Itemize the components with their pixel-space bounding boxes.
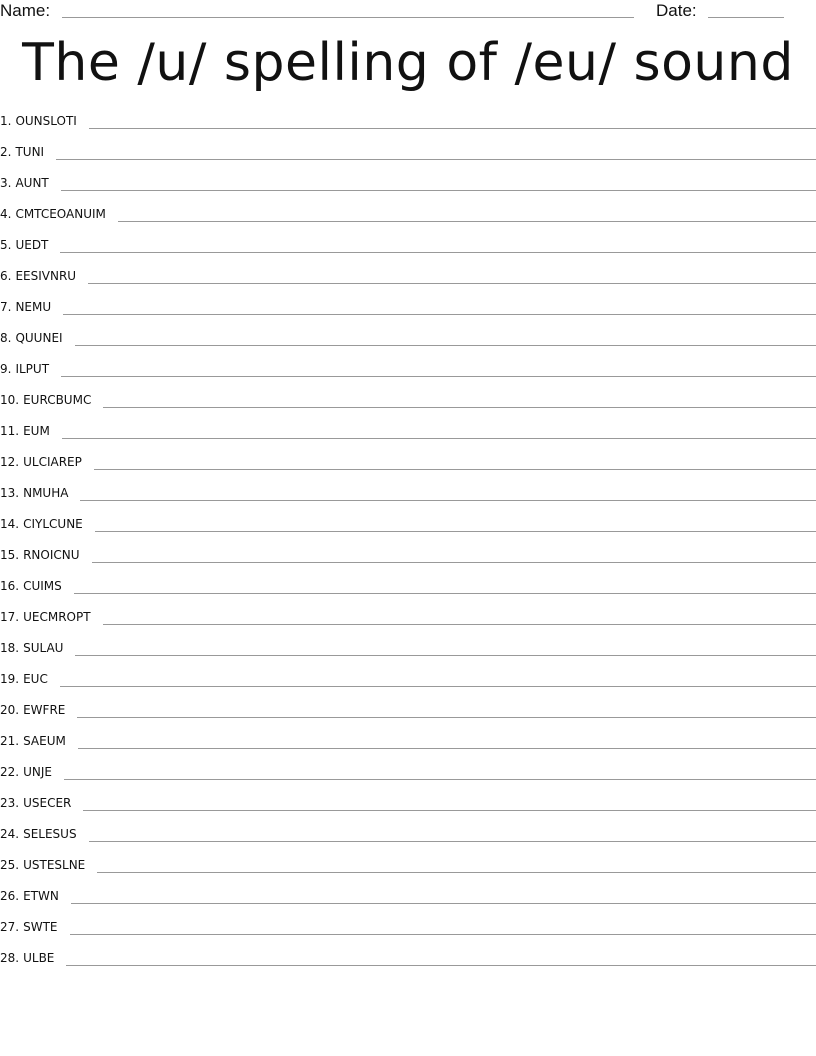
answer-line[interactable] — [61, 354, 816, 377]
scrambled-word: SAEUM — [23, 734, 66, 748]
answer-line[interactable] — [77, 695, 816, 718]
item-number: 4. — [0, 207, 12, 221]
list-item — [0, 726, 816, 757]
worksheet-header — [0, 0, 816, 24]
answer-line[interactable] — [80, 478, 816, 501]
item-number: 15. — [0, 548, 20, 562]
answer-line[interactable] — [56, 137, 816, 160]
list-item — [0, 664, 816, 695]
date-label: Date: — [656, 1, 697, 20]
answer-line[interactable] — [60, 664, 816, 687]
answer-line[interactable] — [89, 819, 816, 842]
list-item — [0, 695, 816, 726]
scrambled-word: RNOICNU — [23, 548, 80, 562]
answer-line[interactable] — [78, 726, 816, 749]
list-item — [0, 571, 816, 602]
list-item — [0, 323, 816, 354]
list-item — [0, 106, 816, 137]
answer-line[interactable] — [92, 540, 816, 563]
answer-line[interactable] — [83, 788, 816, 811]
scrambled-word: NEMU — [15, 300, 52, 314]
scrambled-word: EESIVNRU — [15, 269, 77, 283]
answer-line[interactable] — [95, 509, 816, 532]
item-number: 17. — [0, 610, 20, 624]
name-label: Name: — [0, 1, 51, 20]
answer-line[interactable] — [63, 292, 816, 315]
scrambled-word: NMUHA — [23, 486, 69, 500]
list-item — [0, 230, 816, 261]
scrambled-word: ULBE — [23, 951, 55, 965]
list-item — [0, 633, 816, 664]
name-field[interactable] — [62, 17, 634, 18]
scrambled-word: UEDT — [15, 238, 49, 252]
answer-line[interactable] — [74, 571, 816, 594]
answer-line[interactable] — [64, 757, 816, 780]
item-number: 3. — [0, 176, 12, 190]
item-number: 10. — [0, 393, 20, 407]
scrambled-word: AUNT — [15, 176, 49, 190]
scrambled-word: UNJE — [23, 765, 52, 779]
item-number: 22. — [0, 765, 20, 779]
scrambled-word: EUC — [23, 672, 48, 686]
scrambled-word: USTESLNE — [23, 858, 86, 872]
scrambled-word: CMTCEOANUIM — [15, 207, 106, 221]
answer-line[interactable] — [70, 912, 816, 935]
scrambled-word: UECMROPT — [23, 610, 91, 624]
list-item — [0, 292, 816, 323]
answer-line[interactable] — [61, 168, 816, 191]
scrambled-word: SULAU — [23, 641, 64, 655]
item-number: 27. — [0, 920, 20, 934]
answer-line[interactable] — [60, 230, 816, 253]
list-item — [0, 943, 816, 974]
list-item — [0, 385, 816, 416]
list-item — [0, 478, 816, 509]
scramble-list — [0, 106, 816, 974]
item-number: 13. — [0, 486, 20, 500]
scrambled-word: CUIMS — [23, 579, 62, 593]
list-item — [0, 850, 816, 881]
scrambled-word: OUNSLOTI — [15, 114, 77, 128]
list-item — [0, 137, 816, 168]
list-item — [0, 881, 816, 912]
item-number: 11. — [0, 424, 20, 438]
list-item — [0, 199, 816, 230]
item-number: 24. — [0, 827, 20, 841]
list-item — [0, 540, 816, 571]
item-number: 12. — [0, 455, 20, 469]
scrambled-word: QUUNEI — [15, 331, 63, 345]
item-number: 28. — [0, 951, 20, 965]
item-number: 20. — [0, 703, 20, 717]
answer-line[interactable] — [103, 385, 816, 408]
worksheet-title: The /u/ spelling of /eu/ sound — [22, 33, 794, 93]
scrambled-word: SELESUS — [23, 827, 77, 841]
answer-line[interactable] — [66, 943, 816, 966]
list-item — [0, 757, 816, 788]
scrambled-word: EUM — [23, 424, 50, 438]
scrambled-word: ULCIAREP — [23, 455, 82, 469]
item-number: 21. — [0, 734, 20, 748]
list-item — [0, 509, 816, 540]
answer-line[interactable] — [62, 416, 816, 439]
item-number: 8. — [0, 331, 12, 345]
list-item — [0, 788, 816, 819]
list-item — [0, 602, 816, 633]
answer-line[interactable] — [118, 199, 816, 222]
answer-line[interactable] — [89, 106, 816, 129]
item-number: 1. — [0, 114, 12, 128]
list-item — [0, 261, 816, 292]
item-number: 23. — [0, 796, 20, 810]
item-number: 9. — [0, 362, 12, 376]
scrambled-word: USECER — [23, 796, 72, 810]
item-number: 6. — [0, 269, 12, 283]
list-item — [0, 447, 816, 478]
scrambled-word: EURCBUMC — [23, 393, 92, 407]
scrambled-word: TUNI — [15, 145, 45, 159]
scrambled-word: CIYLCUNE — [23, 517, 83, 531]
list-item — [0, 168, 816, 199]
list-item — [0, 416, 816, 447]
item-number: 2. — [0, 145, 12, 159]
date-field[interactable] — [708, 17, 784, 18]
scrambled-word: SWTE — [23, 920, 58, 934]
scrambled-word: ETWN — [23, 889, 59, 903]
item-number: 25. — [0, 858, 20, 872]
item-number: 26. — [0, 889, 20, 903]
answer-line[interactable] — [75, 633, 816, 656]
answer-line[interactable] — [94, 447, 816, 470]
item-number: 7. — [0, 300, 12, 314]
item-number: 19. — [0, 672, 20, 686]
list-item — [0, 819, 816, 850]
scrambled-word: EWFRE — [23, 703, 66, 717]
list-item — [0, 912, 816, 943]
item-number: 16. — [0, 579, 20, 593]
answer-line[interactable] — [71, 881, 816, 904]
item-number: 5. — [0, 238, 12, 252]
item-number: 14. — [0, 517, 20, 531]
answer-line[interactable] — [97, 850, 816, 873]
answer-line[interactable] — [88, 261, 816, 284]
scrambled-word: ILPUT — [15, 362, 50, 376]
list-item — [0, 354, 816, 385]
answer-line[interactable] — [103, 602, 816, 625]
item-number: 18. — [0, 641, 20, 655]
answer-line[interactable] — [75, 323, 816, 346]
